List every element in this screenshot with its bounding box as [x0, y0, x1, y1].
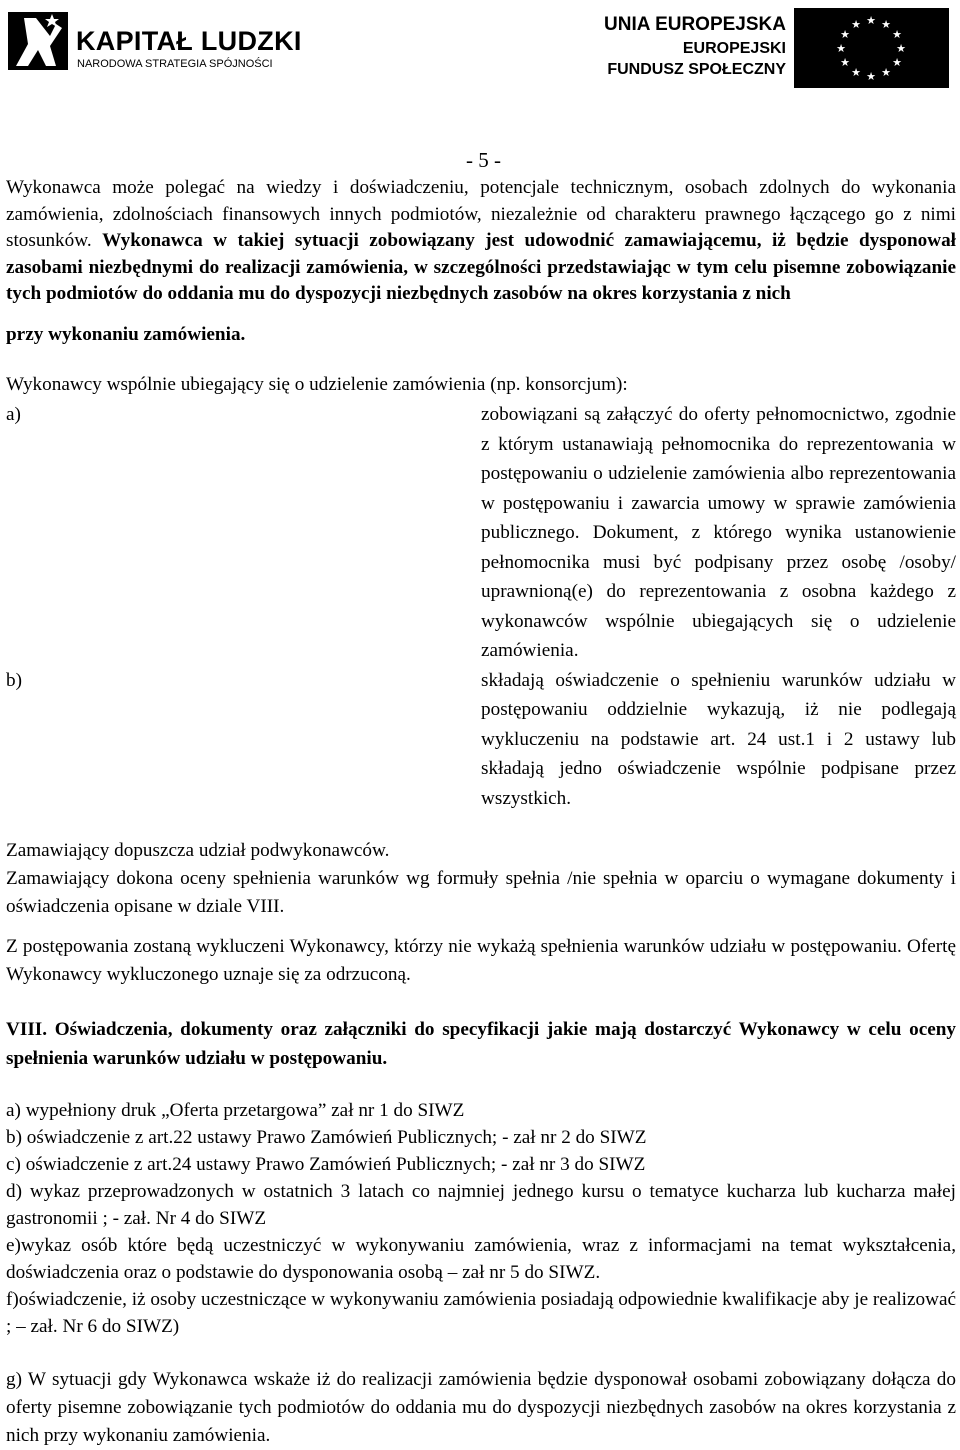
- kapital-ludzki-title: KAPITAŁ LUDZKI: [76, 26, 302, 56]
- list-item-text: składają oświadczenie o spełnieniu warunków udziału w postępowaniu oddzielnie wykazują, iż nie podlegają wykluczeniu na podstawie art. 24 ust.1 i 2 ustawy lub składają jedno oświadczenie wspólnie podpisane przez wszystkich.: [481, 669, 956, 809]
- svg-text:★: ★: [851, 66, 861, 79]
- eu-logo-line1: UNIA EUROPEJSKA: [604, 14, 786, 35]
- documents-list-item: f)oświadczenie, iż osoby uczestniczące w wykonywaniu zamówienia posiadają odpowiednie kwalifikacje aby je realizować ; – zał. Nr 6 do SIWZ): [6, 1289, 956, 1337]
- list-item-marker: a): [6, 404, 21, 425]
- kapital-ludzki-logo: [6, 6, 306, 76]
- paragraph-normal-text: Wykonawca może polegać na wiedzy i doświadczeniu, potencjale technicznym, osobach zdolnych do wykonania zamówienia, zdolnościach finansowych innych podmiotów, niezależnie od charakteru prawnego łączącego go z nimi stosunków.: [6, 177, 956, 251]
- svg-text:★: ★: [892, 28, 902, 41]
- paragraph-bold-continuation: przy wykonaniu zamówienia.: [6, 323, 246, 345]
- list-item-marker: b): [6, 669, 22, 691]
- paragraph-subcontractor-resources: [6, 175, 956, 308]
- eu-logo-line2: EUROPEJSKI: [682, 40, 786, 57]
- documents-list-item: b) oświadczenie z art.22 ustawy Prawo Zamówień Publicznych; - zał nr 2 do SIWZ: [6, 1127, 647, 1148]
- paragraph-subcontractors-allowed: Zamawiający dopuszcza udział podwykonawców.: [6, 840, 390, 861]
- list-item: [6, 666, 956, 814]
- document-body: [6, 145, 956, 1450]
- svg-text:★: ★: [892, 56, 902, 69]
- svg-text:★: ★: [840, 56, 850, 69]
- page-header: [0, 0, 960, 110]
- eu-logo: [604, 8, 954, 88]
- documents-list-item: e)wykaz osób które będą uczestniczyć w wykonywaniu zamówienia, wraz z informacjami na temat wykształcenia, doświadczenia oraz o podstawie do dysponowania osobą – zał nr 5 do SIWZ.: [6, 1235, 956, 1283]
- paragraph-bold-text: Wykonawca w takiej sytuacji zobowiązany jest udowodnić zamawiającemu, iż będzie dysponował zasobami niezbędnymi do realizacji zamówienia, w szczególności przedstawiając w tym celu pisemne zobowiązanie tych podmiotów do oddania mu do dyspozycji niezbędnych zasobów na okres korzystania z nich: [6, 230, 957, 304]
- joint-bidders-intro: Wykonawcy wspólnie ubiegający się o udzielenie zamówienia (np. konsorcjum):: [6, 374, 628, 395]
- svg-text:★: ★: [866, 70, 876, 83]
- svg-text:★: ★: [851, 18, 861, 31]
- svg-text:★: ★: [896, 42, 906, 55]
- svg-text:★: ★: [840, 28, 850, 41]
- list-item-text: zobowiązani są załączyć do oferty pełnomocnictwo, zgodnie z którym ustanawiają pełnomocnika do reprezentowania w postępowaniu o udzielenie zamówienia albo reprezentowania w postępowaniu i zawarcia umowy w sprawie zamówienia publicznego. Dokument, z którego wynika ustanowienie pełnomocnika musi być podpisany przez osobę /osoby/ uprawnioną(e) do reprezentowania z osobna każdego z wykonawców wspólnie ubiegających się o udzielenie zamówienia.: [481, 404, 956, 661]
- kapital-ludzki-emblem-icon: [6, 6, 70, 74]
- svg-text:★: ★: [836, 42, 846, 55]
- section-heading-viii: VIII. Oświadczenia, dokumenty oraz załączniki do specyfikacji jakie mają dostarczyć Wykonawcy w celu oceny spełnienia warunków udziału w postępowaniu.: [6, 1019, 956, 1069]
- documents-list-item: c) oświadczenie z art.24 ustawy Prawo Zamówień Publicznych; - zał nr 3 do SIWZ: [6, 1154, 646, 1175]
- paragraph-exclusion: Z postępowania zostaną wykluczeni Wykonawcy, którzy nie wykażą spełnienia warunków udziału w postępowaniu. Ofertę Wykonawcy wykluczonego uznaje się za odrzuconą.: [6, 936, 956, 985]
- documents-list-item: a) wypełniony druk „Oferta przetargowa” zał nr 1 do SIWZ: [6, 1100, 465, 1121]
- documents-list-item: d) wykaz przeprowadzonych w ostatnich 3 latach co najmniej jednego kursu o tematyce kucharza lub kucharza małej gastronomii ; - zał. Nr 4 do SIWZ: [6, 1181, 956, 1229]
- eu-logo-line3: FUNDUSZ SPOŁECZNY: [607, 61, 786, 78]
- eu-flag-icon: [794, 8, 949, 88]
- paragraph-g: g) W sytuacji gdy Wykonawca wskaże iż do realizacji zamówienia będzie dysponował osobami zobowiązany dołącza do oferty pisemne zobowiązanie tych podmiotów do oddania mu do dyspozycji niezbędnych zasobów na okres korzystania z nich przy wykonaniu zamówienia.: [6, 1369, 956, 1446]
- kapital-ludzki-subtitle: NARODOWA STRATEGIA SPÓJNOŚCI: [77, 58, 273, 70]
- list-item: [6, 400, 956, 666]
- svg-text:★: ★: [881, 66, 891, 79]
- svg-text:★: ★: [866, 14, 876, 27]
- paragraph-evaluation: Zamawiający dokona oceny spełnienia warunków wg formuły spełnia /nie spełnia w oparciu o wymagane dokumenty i oświadczenia opisane w dziale VIII.: [6, 868, 956, 917]
- documents-list: [6, 1097, 956, 1340]
- page-number: - 5 -: [466, 148, 501, 172]
- svg-text:★: ★: [881, 18, 891, 31]
